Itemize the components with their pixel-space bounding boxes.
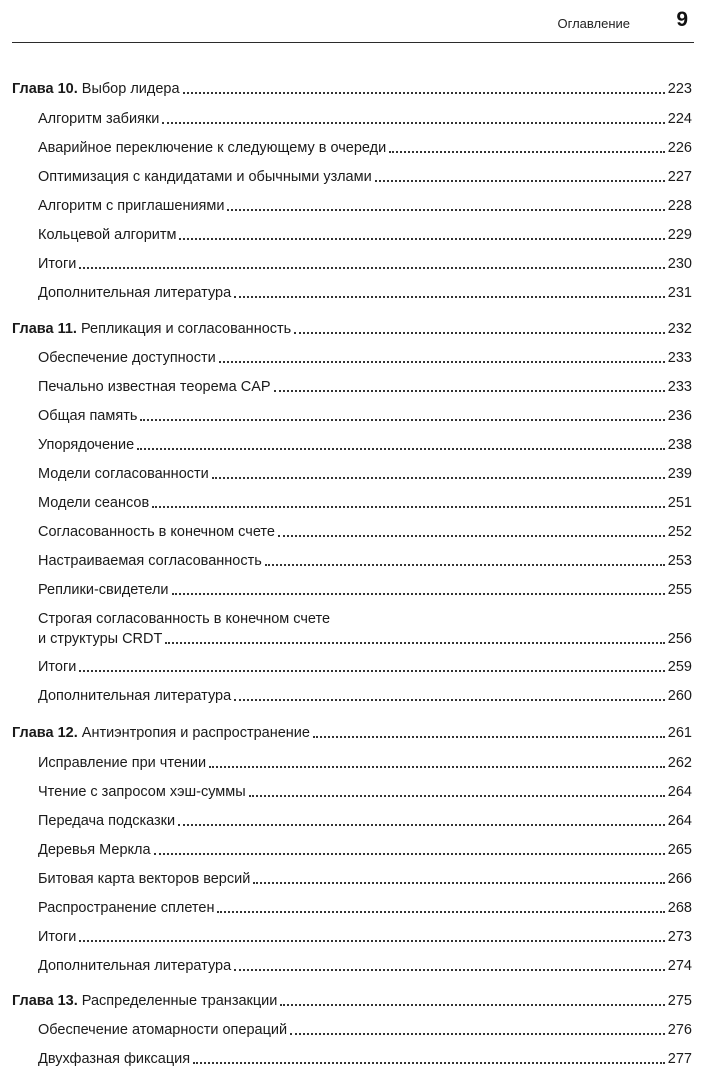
toc-entry-title: Печально известная теорема CAP bbox=[38, 379, 271, 395]
chapter-number: Глава 11. bbox=[12, 321, 77, 337]
toc-entry[interactable] bbox=[38, 436, 692, 454]
toc-entry-title bbox=[12, 724, 310, 742]
toc-entry-title: Алгоритм забияки bbox=[38, 111, 160, 127]
toc-entry-title: Обеспечение атомарности операций bbox=[38, 1022, 288, 1038]
toc-entry[interactable] bbox=[38, 754, 692, 772]
toc-page-number: 226 bbox=[667, 140, 692, 156]
dot-leader bbox=[313, 736, 665, 738]
toc-page-number: 252 bbox=[667, 524, 692, 540]
dot-leader bbox=[79, 267, 664, 269]
toc-entry-title bbox=[12, 992, 277, 1010]
toc-entry[interactable] bbox=[38, 349, 692, 367]
toc-page-number: 259 bbox=[667, 659, 692, 675]
toc-entry-title: Дополнительная литература bbox=[38, 285, 232, 301]
chapter-title: Распределенные транзакции bbox=[77, 993, 278, 1009]
toc-entry[interactable] bbox=[38, 552, 692, 570]
dot-leader bbox=[165, 642, 664, 644]
toc-entry[interactable] bbox=[38, 523, 692, 541]
dot-leader bbox=[162, 122, 664, 124]
toc-entry-title: Дополнительная литература bbox=[38, 688, 232, 704]
toc-page-number: 238 bbox=[667, 437, 692, 453]
toc-chapter-11[interactable] bbox=[12, 320, 692, 338]
dot-leader bbox=[172, 593, 665, 595]
toc-page-number: 236 bbox=[667, 408, 692, 424]
chapter-number: Глава 13. bbox=[12, 993, 78, 1009]
page-number: 9 bbox=[676, 8, 688, 31]
toc-entry-title: Оптимизация с кандидатами и обычными узлами bbox=[38, 169, 372, 185]
chapter-title: Антиэнтропия и распространение bbox=[77, 725, 310, 741]
toc-page-number: 227 bbox=[667, 169, 692, 185]
dot-leader bbox=[249, 795, 665, 797]
toc-entry-title: Реплики-свидетели bbox=[38, 582, 169, 598]
dot-leader bbox=[137, 448, 665, 450]
toc-entry[interactable] bbox=[38, 870, 692, 888]
toc-entry-title: Кольцевой алгоритм bbox=[38, 227, 177, 243]
toc-page-number: 264 bbox=[667, 813, 692, 829]
toc-entry[interactable] bbox=[38, 197, 692, 215]
dot-leader bbox=[234, 969, 665, 971]
toc-entry-title: Настраиваемая согласованность bbox=[38, 553, 262, 569]
toc-entry[interactable] bbox=[38, 957, 692, 975]
dot-leader bbox=[152, 506, 665, 508]
toc-page-number: 262 bbox=[667, 755, 692, 771]
toc-page-number: 266 bbox=[667, 871, 692, 887]
chapter-number: Глава 12. bbox=[12, 725, 78, 741]
toc-entry-title: Двухфазная фиксация bbox=[38, 1051, 191, 1067]
dot-leader bbox=[183, 92, 665, 94]
toc-entry[interactable] bbox=[38, 928, 692, 946]
toc-page-number: 260 bbox=[667, 688, 692, 704]
toc-entry[interactable] bbox=[38, 841, 692, 859]
toc-page-number: 232 bbox=[667, 321, 692, 337]
toc-entry-title: Деревья Меркла bbox=[38, 842, 151, 858]
toc-entry-title: Алгоритм с приглашениями bbox=[38, 198, 225, 214]
dot-leader bbox=[280, 1004, 664, 1006]
dot-leader bbox=[219, 361, 665, 363]
toc-page-number: 239 bbox=[667, 466, 692, 482]
dot-leader bbox=[79, 670, 664, 672]
toc-page-number: 276 bbox=[667, 1022, 692, 1038]
toc-entry[interactable] bbox=[38, 255, 692, 273]
dot-leader bbox=[265, 564, 665, 566]
toc-entry-title: Битовая карта векторов версий bbox=[38, 871, 251, 887]
dot-leader bbox=[212, 477, 665, 479]
toc-entry-title: Чтение с запросом хэш-суммы bbox=[38, 784, 246, 800]
toc-entry-title: Упорядочение bbox=[38, 437, 135, 453]
toc-entry[interactable] bbox=[38, 226, 692, 244]
toc-page-number: 224 bbox=[667, 111, 692, 127]
toc-entry-title: Модели сеансов bbox=[38, 495, 150, 511]
toc-page-number: 256 bbox=[667, 631, 692, 647]
toc-page-number: 230 bbox=[667, 256, 692, 272]
toc-entry-first-line[interactable] bbox=[38, 610, 692, 628]
toc-entry[interactable] bbox=[38, 630, 692, 648]
toc-page-number: 231 bbox=[667, 285, 692, 301]
dot-leader bbox=[178, 824, 665, 826]
toc-entry[interactable] bbox=[38, 899, 692, 917]
toc-chapter-12[interactable] bbox=[12, 724, 692, 742]
dot-leader bbox=[234, 699, 665, 701]
toc-entry[interactable] bbox=[38, 139, 692, 157]
running-title: Оглавление bbox=[557, 16, 630, 31]
toc-entry[interactable] bbox=[38, 581, 692, 599]
toc-page-number: 251 bbox=[667, 495, 692, 511]
dot-leader bbox=[79, 940, 664, 942]
toc-entry-title: Итоги bbox=[38, 659, 77, 675]
toc-entry-title: Аварийное переключение к следующему в очереди bbox=[38, 140, 387, 156]
toc-entry[interactable] bbox=[38, 812, 692, 830]
dot-leader bbox=[234, 296, 665, 298]
page-header bbox=[12, 0, 694, 43]
toc-entry[interactable] bbox=[38, 658, 692, 676]
dot-leader bbox=[375, 180, 665, 182]
toc-entry[interactable] bbox=[38, 494, 692, 512]
toc-page-number: 228 bbox=[667, 198, 692, 214]
dot-leader bbox=[154, 853, 665, 855]
toc-entry-title: Согласованность в конечном счете bbox=[38, 524, 275, 540]
toc-page-number: 275 bbox=[667, 993, 692, 1009]
toc-chapter-10[interactable] bbox=[12, 80, 692, 98]
toc-entry[interactable] bbox=[38, 284, 692, 302]
dot-leader bbox=[193, 1062, 665, 1064]
toc-page-number: 229 bbox=[667, 227, 692, 243]
dot-leader bbox=[140, 419, 664, 421]
toc-page-number: 255 bbox=[667, 582, 692, 598]
toc-page-number: 261 bbox=[667, 725, 692, 741]
toc-page-number: 253 bbox=[667, 553, 692, 569]
toc-entry[interactable] bbox=[38, 1050, 692, 1068]
dot-leader bbox=[389, 151, 665, 153]
toc-entry-title: Передача подсказки bbox=[38, 813, 176, 829]
toc-entry-title: Дополнительная литература bbox=[38, 958, 232, 974]
toc-page-number: 233 bbox=[667, 379, 692, 395]
toc-page-number: 268 bbox=[667, 900, 692, 916]
toc-entry-title: Общая память bbox=[38, 408, 138, 424]
toc-entry-title: Распространение сплетен bbox=[38, 900, 215, 916]
toc-entry-title: Исправление при чтении bbox=[38, 755, 207, 771]
toc-entry[interactable] bbox=[38, 1021, 692, 1039]
dot-leader bbox=[253, 882, 664, 884]
toc-entry-title: и структуры CRDT bbox=[38, 631, 163, 647]
toc-entry-title: Итоги bbox=[38, 256, 77, 272]
dot-leader bbox=[217, 911, 664, 913]
toc-entry[interactable] bbox=[38, 783, 692, 801]
toc-page-number: 273 bbox=[667, 929, 692, 945]
toc-entry[interactable] bbox=[38, 465, 692, 483]
toc-page-number: 277 bbox=[667, 1051, 692, 1067]
chapter-title: Репликация и согласованность bbox=[76, 321, 292, 337]
toc-page-number: 233 bbox=[667, 350, 692, 366]
toc-entry[interactable] bbox=[38, 110, 692, 128]
dot-leader bbox=[209, 766, 665, 768]
dot-leader bbox=[227, 209, 664, 211]
toc-page-number: 264 bbox=[667, 784, 692, 800]
toc-page-number: 223 bbox=[667, 81, 692, 97]
toc-chapter-13[interactable] bbox=[12, 992, 692, 1010]
toc-entry-title bbox=[12, 320, 291, 338]
toc-page-number: 274 bbox=[667, 958, 692, 974]
dot-leader bbox=[274, 390, 665, 392]
dot-leader bbox=[179, 238, 664, 240]
toc-entry[interactable] bbox=[38, 378, 692, 396]
dot-leader bbox=[278, 535, 665, 537]
toc-entry[interactable] bbox=[38, 407, 692, 425]
chapter-title: Выбор лидера bbox=[77, 81, 180, 97]
toc-entry[interactable] bbox=[38, 687, 692, 705]
toc-entry[interactable] bbox=[38, 168, 692, 186]
toc-entry-title: Обеспечение доступности bbox=[38, 350, 216, 366]
toc-entry-title: Модели согласованности bbox=[38, 466, 209, 482]
chapter-number: Глава 10. bbox=[12, 81, 78, 97]
dot-leader bbox=[294, 332, 665, 334]
toc-entry-title: Строгая согласованность в конечном счете bbox=[38, 611, 331, 627]
toc-page-number: 265 bbox=[667, 842, 692, 858]
toc-entry-title: Итоги bbox=[38, 929, 77, 945]
dot-leader bbox=[290, 1033, 665, 1035]
toc-entry-title bbox=[12, 80, 180, 98]
